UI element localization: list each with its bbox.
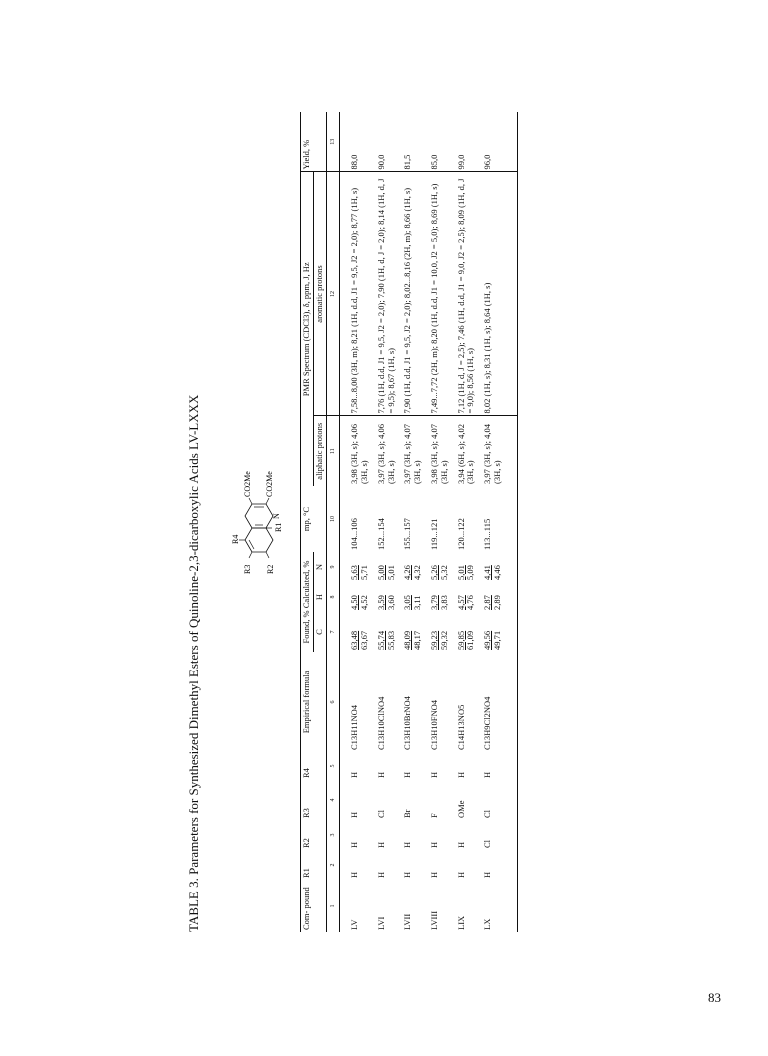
cell-c xyxy=(429,612,456,652)
cell-mp: 155...157 xyxy=(402,518,413,550)
header-mp: mp, °C xyxy=(301,486,327,552)
column-number: 4 xyxy=(326,780,340,820)
cell-c xyxy=(376,612,403,652)
cell-mp: 104...106 xyxy=(349,518,360,550)
cell-aliphatic: 3,94 (6H, s); 4,02 (3H, s) xyxy=(455,424,476,484)
n-calc: 4,32 xyxy=(412,565,423,580)
cell-r2: H xyxy=(402,841,413,848)
cell-mp: 152...154 xyxy=(375,518,386,550)
c-found: 55,74 xyxy=(375,630,386,650)
column-number: 6 xyxy=(326,652,340,752)
header-pmr: PMR Spectrum (CDCl3), δ, ppm, J, Hz xyxy=(301,172,314,486)
c-calc: 63,67 xyxy=(359,630,370,650)
cell-h xyxy=(340,582,376,612)
cell-aromatic: 8,02 (1H, s); 8,31 (1H, s); 8,64 (1H, s) xyxy=(482,172,517,416)
cell-r3: Br xyxy=(402,809,413,818)
cell-formula: C13H9Cl2NO4 xyxy=(482,652,517,752)
header-found-calc: Found, % Calculated, % xyxy=(301,552,314,652)
cell-r3: OMe xyxy=(455,800,466,818)
cell-r4: H xyxy=(375,771,386,778)
c-found: 59,23 xyxy=(429,630,440,650)
page-number: 83 xyxy=(708,990,721,1005)
table-row xyxy=(429,112,456,932)
cell-r2: H xyxy=(349,841,360,848)
cell-c xyxy=(340,612,376,652)
cell-yield: 99,0 xyxy=(456,112,483,172)
cell-n xyxy=(429,552,456,582)
header-r1: R1 xyxy=(301,850,327,880)
n-calc: 5,01 xyxy=(385,565,396,580)
cell-r2: H xyxy=(455,841,466,848)
cell-compound: LVII xyxy=(402,913,413,930)
cell-aliphatic: 3,98 (3H, s); 4,06 (3H, s) xyxy=(349,424,370,484)
cell-r1: H xyxy=(429,871,440,878)
quinoline-structure-diagram xyxy=(231,452,300,582)
r1-label: R1 xyxy=(274,522,283,532)
n-calc: 5,71 xyxy=(359,565,370,580)
column-number: 3 xyxy=(326,820,340,850)
cell-r2: H xyxy=(429,841,440,848)
header-c: C xyxy=(313,629,324,635)
cell-aliphatic: 3,97 (3H, s); 4,07 (3H, s) xyxy=(402,424,423,484)
cell-n xyxy=(340,552,376,582)
header-n: N xyxy=(313,563,324,571)
cell-aliphatic: 3,98 (3H, s); 4,07 (3H, s) xyxy=(429,424,449,484)
cell-aromatic: 7,76 (1H, d.d, J1 = 9,5, J2 = 2,0); 7,90 (1H, d, J = 2,0); 8,14 (1H, d, J = 9,5); 8,67 (1H, s) xyxy=(376,172,403,416)
column-number: 12 xyxy=(326,172,340,416)
c-found: 49,56 xyxy=(482,630,493,650)
cell-aromatic: 7,90 (1H, d.d, J1 = 9,5, J2 = 2,0); 8,02...8,16 (2H, m); 8,66 (1H, s) xyxy=(402,172,429,416)
c-calc: 48,17 xyxy=(412,630,423,650)
cell-c xyxy=(402,612,429,652)
cell-aliphatic: 3,97 (3H, s); 4,04 (3H, s) xyxy=(482,416,517,486)
cell-r1: H xyxy=(455,871,466,878)
cell-formula: C13H10ClNO4 xyxy=(375,696,386,750)
column-number: 9 xyxy=(326,552,340,582)
cell-mp: 119...121 xyxy=(429,518,440,550)
cell-r1: H xyxy=(402,871,413,878)
data-table xyxy=(300,112,518,932)
column-number: 1 xyxy=(326,880,340,932)
cell-compound: LX xyxy=(482,880,517,932)
header-compound: Com- pound xyxy=(301,880,327,932)
h-found: 2,87 xyxy=(482,595,493,610)
h-calc: 4,52 xyxy=(359,595,370,610)
cell-r2: Cl xyxy=(482,820,517,850)
header-formula: Empirical formula xyxy=(301,652,327,752)
cell-aromatic: 7,49...7,72 (2H, m); 8,20 (1H, d.d, J1 = 10,0, J2 = 5,0); 8,69 (1H, s) xyxy=(429,172,456,416)
cell-r4: H xyxy=(349,771,360,778)
cell-compound: LV xyxy=(349,919,360,930)
cell-h xyxy=(482,582,517,612)
c-found: 63,48 xyxy=(349,630,360,650)
nitrogen-label: N xyxy=(272,513,281,519)
h-calc: 3,60 xyxy=(385,595,396,610)
cell-aromatic: 7,58...8,00 (3H, m); 8,21 (1H, d.d, J1 = 9,5, J2 = 2,0); 8,77 (1H, s) xyxy=(340,172,376,416)
table-row xyxy=(402,112,429,932)
c-calc: 49,71 xyxy=(491,630,502,650)
cell-r1: H xyxy=(482,850,517,880)
column-number: 11 xyxy=(326,416,340,486)
column-number: 2 xyxy=(326,850,340,880)
table-row xyxy=(456,112,483,932)
cell-yield: 96,0 xyxy=(482,112,517,172)
cell-r4: H xyxy=(429,771,440,778)
table-row xyxy=(482,112,517,932)
n-calc: 4,46 xyxy=(491,565,502,580)
cell-r3: Cl xyxy=(375,809,386,818)
cell-formula: C14H13NO5 xyxy=(455,704,466,750)
column-number: 5 xyxy=(326,752,340,780)
cell-compound: LVIII xyxy=(429,910,440,930)
n-calc: 5,09 xyxy=(465,565,476,580)
column-number-row xyxy=(326,112,340,932)
cell-yield: 81,5 xyxy=(402,112,429,172)
cell-aromatic: 7,12 (1H, d, J = 2,5); 7,46 (1H, d.d, J1 = 9,0, J2 = 2,5); 8,09 (1H, d, J = 9,0); 8,56 (1H, s) xyxy=(456,172,483,416)
cell-mp: 113...115 xyxy=(482,486,517,552)
cell-yield: 85,0 xyxy=(429,112,456,172)
pyridine-ring xyxy=(245,504,273,528)
cell-mp: 120...122 xyxy=(455,518,466,550)
c-calc: 61,09 xyxy=(465,630,476,650)
header-r3: R3 xyxy=(301,780,327,820)
n-found: 5,63 xyxy=(349,565,360,580)
header-aliphatic: aliphatic protons xyxy=(313,422,324,480)
h-found: 3,59 xyxy=(375,595,386,610)
cell-r1: H xyxy=(349,871,360,878)
cell-r4: H xyxy=(402,771,413,778)
table-header xyxy=(301,112,340,932)
cell-h xyxy=(456,582,483,612)
h-calc: 3,83 xyxy=(438,595,449,610)
cell-r2: H xyxy=(375,841,386,848)
h-found: 3,05 xyxy=(402,595,413,610)
cell-r3: Cl xyxy=(482,780,517,820)
co2me-top-label: CO2Me xyxy=(243,471,252,497)
column-number: 7 xyxy=(326,612,340,652)
cell-formula: C13H10BrNO4 xyxy=(402,696,413,750)
n-found: 4,26 xyxy=(402,565,413,580)
cell-r3: F xyxy=(429,813,440,818)
cell-h xyxy=(429,582,456,612)
n-found: 5,26 xyxy=(429,565,440,580)
column-number: 10 xyxy=(326,486,340,552)
table-body xyxy=(340,112,517,932)
h-found: 3,79 xyxy=(429,595,440,610)
cell-h xyxy=(402,582,429,612)
header-yield: Yield, % xyxy=(301,112,327,172)
cell-r1: H xyxy=(375,871,386,878)
n-calc: 5,32 xyxy=(438,565,449,580)
cell-compound: LVI xyxy=(375,916,386,930)
cell-compound: LIX xyxy=(455,915,466,930)
table-row xyxy=(340,112,376,932)
c-found: 48,09 xyxy=(402,630,413,650)
cell-yield: 88,0 xyxy=(340,112,376,172)
r2-label: R2 xyxy=(266,564,275,574)
cell-n xyxy=(456,552,483,582)
cell-aliphatic: 3,97 (3H, s); 4,06 (3H, s) xyxy=(375,424,396,484)
rotated-table-page xyxy=(180,112,720,932)
header-aromatic: aromatic protons xyxy=(313,172,326,416)
header-h: H xyxy=(313,593,324,601)
cell-formula: C13H11NO4 xyxy=(349,704,360,750)
h-calc: 2,89 xyxy=(491,595,502,610)
column-number: 8 xyxy=(326,582,340,612)
co2me-bottom-label: CO2Me xyxy=(265,471,274,497)
r3-label: R3 xyxy=(243,564,252,574)
cell-c xyxy=(456,612,483,652)
h-found: 4,57 xyxy=(455,595,466,610)
table-title: TABLE 3. Parameters for Synthesized Dimethyl Esters of Quinoline-2,3-dicarboxylic Acids LV-LXXX xyxy=(186,394,201,932)
h-found: 4,50 xyxy=(349,595,360,610)
header-r4: R4 xyxy=(301,752,327,780)
n-found: 4,41 xyxy=(482,565,493,580)
cell-h xyxy=(376,582,403,612)
n-found: 5,01 xyxy=(455,565,466,580)
c-calc: 59,32 xyxy=(438,630,449,650)
n-found: 5,00 xyxy=(375,565,386,580)
h-calc: 3,11 xyxy=(412,595,423,610)
header-r2: R2 xyxy=(301,820,327,850)
cell-r3: H xyxy=(349,811,360,818)
cell-n xyxy=(482,552,517,582)
c-found: 59,85 xyxy=(455,630,466,650)
cell-c xyxy=(482,612,517,652)
cell-yield: 90,0 xyxy=(376,112,403,172)
column-number: 13 xyxy=(326,112,340,172)
cell-n xyxy=(376,552,403,582)
table-row xyxy=(376,112,403,932)
cell-r4: H xyxy=(482,752,517,780)
cell-n xyxy=(402,552,429,582)
cell-r4: H xyxy=(455,771,466,778)
r4-label: R4 xyxy=(231,534,240,544)
c-calc: 55,83 xyxy=(385,630,396,650)
cell-formula: C13H10FNO4 xyxy=(429,699,440,750)
h-calc: 4,76 xyxy=(465,595,476,610)
